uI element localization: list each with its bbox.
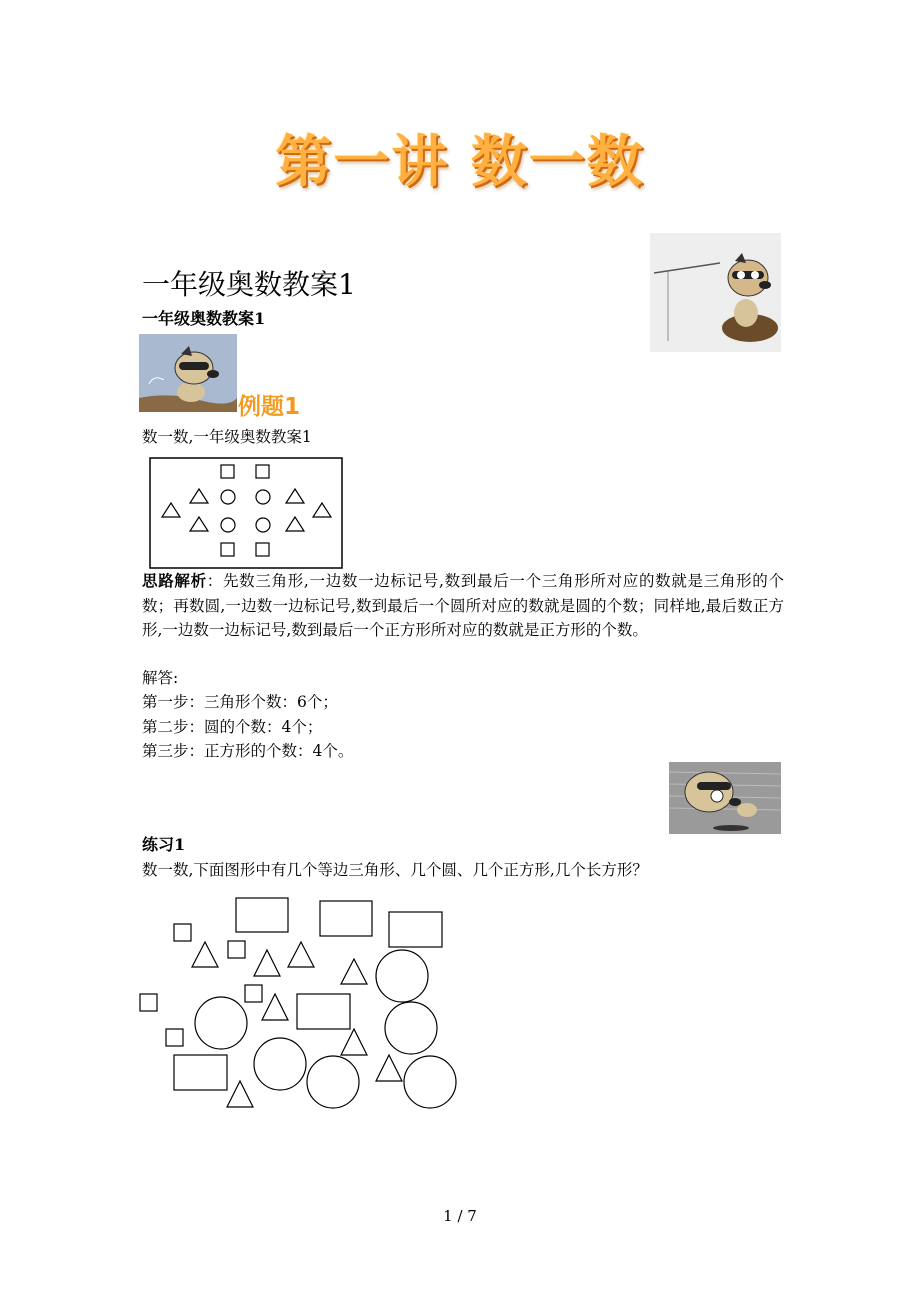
- analysis-text: ：先数三角形,一边数一边标记号,数到最后一个三角形所对应的数就是三角形的个数；再数圆,一边数一边标记号,数到最后一个圆所对应的数就是圆的个数；同样地,最后数正方形,一边数一边标记号,数到最后一个正方形所对应的数就是正方形的个数。: [142, 572, 784, 639]
- circle-shape: [256, 490, 270, 504]
- lesson-title: 第一讲 数一数: [275, 130, 645, 195]
- square-shape: [245, 985, 262, 1002]
- triangle-shape: [313, 503, 331, 517]
- circle-shape: [385, 1002, 437, 1054]
- page-heading: 一年级奥数教案1: [142, 268, 356, 301]
- practice-shapes-figure: [130, 890, 470, 1120]
- triangle-shape: [254, 950, 280, 976]
- example-shapes-figure: [149, 457, 343, 569]
- practice-label: 练习1: [142, 835, 186, 854]
- dog-fishing-illustration: [650, 233, 781, 352]
- square-shape: [256, 543, 269, 556]
- rectangle-shape: [389, 912, 442, 947]
- analysis-paragraph: [142, 569, 784, 643]
- square-shape: [221, 543, 234, 556]
- square-shape: [174, 924, 191, 941]
- circle-shape: [254, 1038, 306, 1090]
- triangle-shape: [286, 517, 304, 531]
- triangle-shape: [190, 517, 208, 531]
- rectangle-shape: [174, 1055, 227, 1090]
- triangle-shape: [192, 942, 218, 967]
- page-subheading: 一年级奥数教案1: [142, 309, 266, 328]
- square-shape: [221, 465, 234, 478]
- answer-step-2: 第二步：圆的个数：4个；: [142, 718, 323, 736]
- example-label: 例题1: [238, 394, 301, 420]
- page-number: 1 / 7: [443, 1207, 477, 1225]
- rectangle-shape: [297, 994, 350, 1029]
- circle-shape: [376, 950, 428, 1002]
- triangle-shape: [162, 503, 180, 517]
- square-shape: [166, 1029, 183, 1046]
- square-shape: [140, 994, 157, 1011]
- triangle-shape: [288, 942, 314, 967]
- example-intro: 数一数,一年级奥数教案1: [142, 428, 312, 446]
- analysis-label: 思路解析: [142, 571, 207, 590]
- dog-running-illustration: [669, 762, 781, 834]
- triangle-shape: [341, 1029, 367, 1055]
- triangle-shape: [376, 1055, 402, 1081]
- answer-label: 解答:: [142, 669, 179, 687]
- triangle-shape: [341, 959, 367, 984]
- circle-shape: [307, 1056, 359, 1108]
- practice-question: 数一数,下面图形中有几个等边三角形、几个圆、几个正方形,几个长方形？: [142, 861, 648, 879]
- square-shape: [228, 941, 245, 958]
- dog-sitting-illustration: [139, 334, 237, 412]
- circle-shape: [256, 518, 270, 532]
- triangle-shape: [262, 994, 288, 1020]
- circle-shape: [221, 490, 235, 504]
- square-shape: [256, 465, 269, 478]
- circle-shape: [404, 1056, 456, 1108]
- triangle-shape: [227, 1081, 253, 1107]
- answer-step-3: 第三步：正方形的个数：4个。: [142, 742, 354, 760]
- triangle-shape: [190, 489, 208, 503]
- triangle-shape: [286, 489, 304, 503]
- circle-shape: [221, 518, 235, 532]
- rectangle-shape: [236, 898, 288, 932]
- circle-shape: [195, 997, 247, 1049]
- rectangle-shape: [320, 901, 372, 936]
- answer-step-1: 第一步：三角形个数：6个；: [142, 693, 338, 711]
